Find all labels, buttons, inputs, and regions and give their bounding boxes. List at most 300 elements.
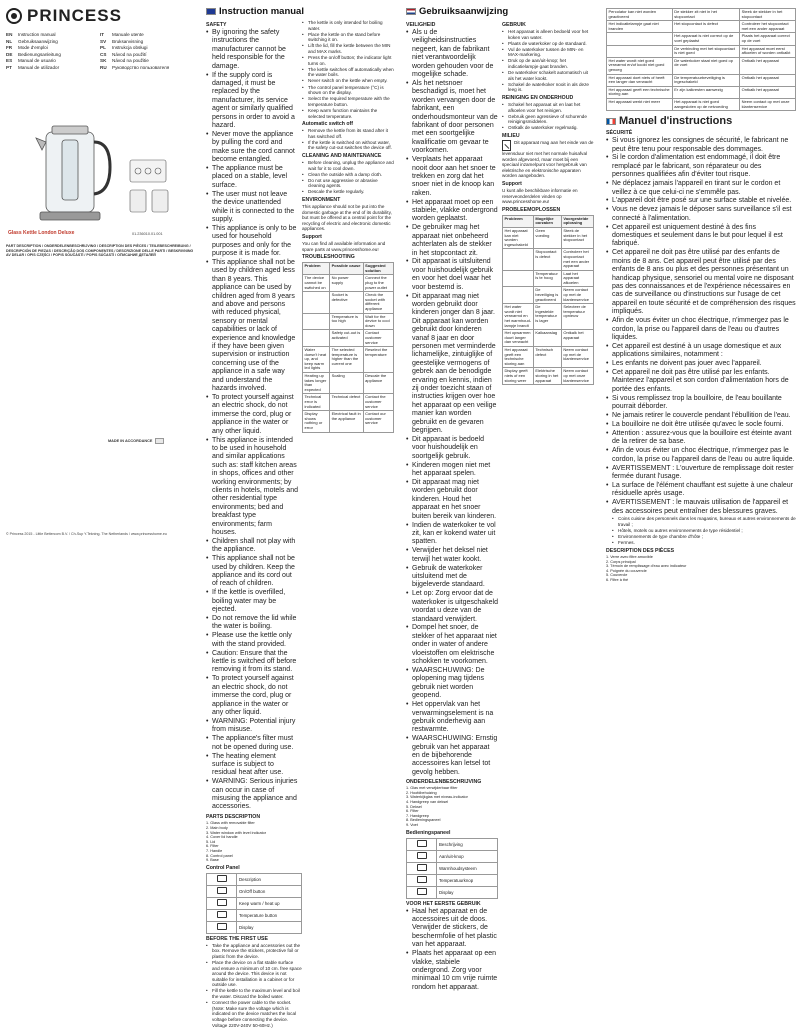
en-safety-item: • Please use the kettle only with the stand provided.	[206, 632, 298, 649]
trouble-cell: Technical error is indicated	[303, 394, 330, 411]
nl-before-item: • Haal het apparaat en de accessoires uit de doos. Verwijder de stickers, de beschermfolie of het plastic van het apparaat.	[406, 908, 498, 950]
trouble-row	[503, 330, 594, 347]
fr-safety-item: • Ne jamais retirer le couvercle pendant l'ébullition de l'eau.	[606, 412, 796, 420]
trouble-cell: Controleer het stopcontact met een ander apparaat	[740, 21, 796, 33]
en-autoswitch-title: Automatic switch off	[302, 121, 354, 128]
fr-safety-title: SÉCURITÉ	[606, 130, 633, 137]
fr-heading-text: Manuel d'instructions	[619, 115, 733, 128]
trouble-cell: Laat het apparaat afkoelen	[561, 270, 593, 287]
language-code: RU	[100, 64, 107, 70]
en-flag-icon	[206, 8, 216, 15]
control-button-icon	[217, 911, 227, 918]
en-support-title: Support	[302, 234, 322, 240]
language-code: CS	[100, 51, 107, 57]
trouble-cell	[503, 287, 534, 304]
trouble-cell: Technisch defect	[533, 347, 561, 368]
en-cleaning-title: CLEANING AND MAINTENANCE	[302, 152, 382, 159]
nl-cleaning-title: REINIGING EN ONDERHOUD	[502, 95, 574, 102]
trouble-cell: Neem contact op met onze klantenservice	[740, 98, 796, 110]
fr-parts-title: DESCRIPTION DES PIÈCES	[606, 547, 675, 554]
fr-sub-item: • Coins cuisine des personnels dans les magasins, bureaux et autres environnements de travail ;	[612, 516, 796, 527]
kettle-icon	[36, 126, 110, 220]
fr-part-item: 4. Poignée du couvercle	[606, 568, 647, 573]
en-cleaning-item: • Do not use aggressive or abrasive cleaning agents.	[302, 178, 394, 189]
en-cleaning-item: • Descale the kettle regularly.	[302, 189, 394, 195]
en-safety-item: • This appliance is intended to be used in household and similar applications such as: staff kitchen areas in shops, offices and other working environments; by clients in hotels, motels and other residential type environments; bed and breakfast type environments; farm houses.	[206, 437, 298, 538]
trouble-cell: Het opwarmen duurt langer dan verwacht	[503, 330, 534, 347]
trouble-cell: Contact the customer service	[363, 394, 393, 411]
fr-safety-item: • L'appareil doit être posé sur une surface stable et nivelée.	[606, 197, 796, 205]
control-button-icon	[417, 852, 427, 859]
trouble-cell: Het water wordt niet goed verwarmd en/of kookt niet goed genoeg	[607, 57, 673, 74]
fr-part-item: 2. Corps principal	[606, 559, 636, 564]
product-caption: Glass Kettle London Deluxe	[8, 230, 75, 236]
en-part-item: 5. Lid	[206, 839, 216, 844]
fr-safety-item: • Cet appareil ne doit pas être utilisé par des enfants de moins de 8 ans. Cet appareil peut être utilisé par des enfants de 8 ans ou plus et des personnes présentant un handicap physique, sensoriel ou mental voire ne disposant pas des connaissances et de l'expérience nécessaires en cas de surveillance ou d'instructions sur l'usage de cet appareil en toute sécurité et de compréhension des risques impliqués.	[606, 249, 796, 316]
fr-safety-item: • La bouilloire ne doit être utilisée qu'avec le socle fourni.	[606, 421, 796, 429]
en-part-item: 2. Main body	[206, 825, 228, 830]
trouble-cell: Socket is defective	[330, 292, 364, 313]
en-heading-text: Instruction manual	[219, 6, 304, 17]
en-use-item: • The control panel temperature (°C) is shown on the display.	[302, 85, 394, 96]
en-part-item: 4. Cover lid handle	[206, 835, 238, 840]
fr-safety-item: • Afin de vous éviter un choc électrique, n'immergez pas le cordon, la prise ou l'appareil dans de l'eau ou d'autres liquides.	[606, 317, 796, 342]
en-safety-item: • The appliance must be placed on a stable, level surface.	[206, 165, 298, 190]
en-use-item: • The kettle is only intended for boiling water.	[302, 20, 394, 31]
nl-env-text	[502, 140, 594, 179]
kettle-illustration	[6, 112, 194, 232]
fr-flag-icon	[606, 118, 616, 125]
trouble-cell: Er zijn kalkresten aanwezig	[672, 86, 739, 98]
en-safety-item: • If the kettle is overfilled, boiling water may be ejected.	[206, 589, 298, 614]
trouble-cell: De temperatuurbeveiliging is ingeschakeld	[672, 74, 739, 86]
trouble-cell: De stekker zit niet in het stopcontact	[672, 9, 739, 21]
language-code: IT	[100, 32, 105, 37]
nl-safety-item: • Verwijder het deksel niet terwijl het water kookt.	[406, 547, 498, 564]
nl-safety-list	[406, 29, 498, 777]
trouble-cell: Neem contact op met onze klantenservice	[561, 368, 593, 385]
nl-use-item: • Het apparaat is alleen bedoeld voor het koken van water.	[502, 29, 594, 40]
trouble-cell: Contact our customer service	[363, 411, 393, 432]
control-button-icon	[417, 888, 427, 895]
en-two-columns	[206, 20, 394, 812]
nl-safety-item: • Let op: Zorg ervoor dat de waterkoker is uitgeschakeld voordat u deze van de standaard verwijdert.	[406, 590, 498, 624]
en-safety-item: • The user must not leave the device unattended while it is connected to the supply.	[206, 191, 298, 225]
en-use-item: • Never switch on the kettle when empty.	[302, 78, 394, 84]
fr-sub-item: • Environnements de type chambre d'hôte ;	[612, 534, 796, 540]
trouble-cell: De ingestelde temperatuur is lager	[533, 304, 561, 330]
trouble-header-row	[303, 263, 394, 275]
trouble-cell: Descale the appliance	[363, 373, 393, 394]
trouble-cell: Plaats het apparaat correct op de voet	[740, 33, 796, 45]
control-panel-icon	[130, 160, 166, 182]
trouble-cell: Contact customer service	[363, 330, 393, 347]
nl-safety-item: • Het apparaat moet op een stabiele, vlakke ondergrond worden geplaatst.	[406, 199, 498, 224]
en-safety-item: • This appliance shall not be used by children. Keep the appliance and its cord out of reach of children.	[206, 555, 298, 589]
fr-safety-item: • Cet appareil est uniquement destiné à des fins domestiques et seulement dans le but pour lequel il est fabriqué.	[606, 224, 796, 249]
trouble-cell: Neem contact op met de klantenservice	[561, 287, 593, 304]
control-icon-cell	[407, 838, 437, 850]
en-safety-title: SAFETY	[206, 22, 227, 28]
trouble-cell: Technical defect	[330, 394, 364, 411]
language-item	[100, 39, 188, 46]
fr-safety-item: • Cet appareil ne doit pas être utilisé par les enfants. Maintenez l'appareil et son cordon d'alimentation hors de portée des enfants.	[606, 369, 796, 394]
control-icon-cell	[207, 921, 237, 933]
nl-part-item: 1. Glas met verwijderbaar filter	[406, 786, 458, 791]
control-icon-cell	[207, 885, 237, 897]
nl-left-col	[406, 20, 498, 993]
trouble-cell	[303, 313, 330, 330]
nl-control-table	[406, 838, 498, 899]
language-label: Bedienungsanleitung	[18, 51, 61, 57]
trouble-cell: Controleer het stopcontact met een ander apparaat	[561, 249, 593, 270]
control-row	[407, 850, 498, 862]
en-safety-item: • WARNING: Serious injuries can occur in case of misusing the appliance and accessories.	[206, 778, 298, 812]
trouble-cell: Het apparaat werkt niet meer	[607, 98, 673, 110]
en-safety-item: • Do not remove the lid while the water is boiling.	[206, 615, 298, 632]
trouble-row	[303, 373, 394, 394]
nl-two-columns	[406, 20, 594, 993]
trouble-cell: Electrical fault in the appliance	[330, 411, 364, 432]
trouble-cell	[303, 330, 330, 347]
trouble-row	[503, 249, 594, 270]
trouble-cell	[607, 45, 673, 57]
nl-use-list	[502, 29, 594, 93]
en-parts-list	[206, 821, 302, 862]
trouble-cell: Heating up takes longer than expected	[303, 373, 330, 394]
copyright: © Princess 2015 - Little Bettercom B.V. / Ch-Sup Y.Tekning. The Netherlands / www.princesshome.eu	[6, 532, 167, 536]
trouble-cell: Water doesn't heat up, and keep warm led lights	[303, 347, 330, 373]
fr-sub-item: • Fermes.	[612, 540, 796, 546]
fr-safety-item: • AVERTISSEMENT : le mauvais utilisation de l'appareil et des accessoires peut entraîner des blessures graves.	[606, 499, 796, 516]
trouble-row	[607, 33, 796, 45]
en-use-item: • The kettle switches off automatically when the water boils.	[302, 67, 394, 78]
brand	[6, 6, 194, 26]
nl-safety-item: • De gebruiker mag het apparaat niet onbeheerd achterlaten als de stekker in het stopcontact zit.	[406, 224, 498, 258]
language-label: Manual de usuario	[18, 58, 56, 64]
nl-safety-item: • Het oppervlak van het verwarmingselement is na gebruik onderhevig aan restwarmte.	[406, 701, 498, 735]
en-safety-item: • WARNING: Potential injury from misuse.	[206, 718, 298, 735]
en-use-item: • Select the required temperature with the temperature button.	[302, 96, 394, 107]
trouble-cell: Het apparaat is niet correct op de voet geplaatst	[672, 33, 739, 45]
control-row	[407, 838, 498, 850]
en-before-item: • Take the appliance and accessories out the box. Remove the stickers, protective foil or plastic from the device.	[206, 943, 302, 960]
language-item	[6, 45, 94, 52]
en-part-item: 8. Control panel	[206, 853, 233, 858]
fr-safety-item: • Si vous remplissez trop la bouilloire, de l'eau bouillante pourrait déborder.	[606, 395, 796, 412]
trouble-cell: Display shows nothing or error	[303, 411, 330, 432]
nl-support-title: Support	[502, 180, 522, 187]
control-button-icon	[417, 876, 427, 883]
language-item	[6, 58, 94, 65]
control-icon-cell	[407, 862, 437, 874]
control-button-icon	[417, 840, 427, 847]
nl-cleaning-item: • Gebruik geen agressieve of schurende reinigingsmiddelen.	[502, 114, 594, 125]
language-label: Mode d'emploi	[18, 45, 48, 51]
language-code: PL	[100, 45, 106, 51]
nl-env-title: MILIEU	[502, 133, 520, 139]
dutch-column	[400, 0, 600, 991]
language-label: Návod na použití	[112, 51, 147, 57]
nl-trouble-title: PROBLEEMOPLOSSEN	[502, 206, 561, 213]
fr-parts-list	[606, 555, 796, 583]
fr-safety-item: • Cet appareil est destiné à un usage domestique et aux applications similaires, notamment :	[606, 343, 796, 360]
nl-parts-title: ONDERDELENBESCHRIJVING	[406, 779, 482, 786]
trouble-row	[607, 74, 796, 86]
language-label: Manuale utente	[112, 32, 144, 37]
nl-parts-list	[406, 786, 498, 827]
nl-before-item: • Plaats het apparaat op een vlakke, stabiele ondergrond. Zorg voor minimaal 10 cm vrije ruimte rondom het apparaat.	[406, 950, 498, 992]
trouble-cell: Percolator kan niet worden geactiveerd	[607, 9, 673, 21]
control-label: Warmhoudsysteem	[437, 862, 498, 874]
en-before-item: • Place the device on a flat stable surface and ensure a minimum of 10 cm. free space around the device. This device is not suitable for installation in a cabinet or for outside use.	[206, 960, 302, 988]
trouble-cell	[503, 270, 534, 287]
trouble-row	[303, 347, 394, 373]
control-label: Display	[237, 921, 302, 933]
trouble-cell	[503, 249, 534, 270]
en-part-item: 1. Glass with removable filter	[206, 821, 255, 826]
nl-flag-icon	[406, 8, 416, 15]
fr-safety-item: • Vous ne devez jamais le déposer sans surveillance s'il est connecté à l'alimentation.	[606, 206, 796, 223]
nl-safety-item: • Dit apparaat is uitsluitend voor huishoudelijk gebruik en voor het doel waar het voor bestemd is.	[406, 258, 498, 292]
nl-safety-item: • Indien de waterkoker te vol zit, kan er kokend water uit spatten.	[406, 522, 498, 547]
control-icon-cell	[207, 873, 237, 885]
control-icon-cell	[407, 886, 437, 898]
nl-trouble-table	[502, 215, 594, 385]
recycle-bin-icon	[502, 140, 511, 151]
nl-cleaning-item: • Ontkalk de waterkoker regelmatig.	[502, 125, 594, 131]
nl-trouble-continued	[606, 8, 796, 111]
control-row	[207, 885, 302, 897]
trouble-cell: Wait for the device to cool down	[363, 313, 393, 330]
fr-safety-item: • Afin de vous éviter un choc électrique, n'immergez pas le cordon, la prise ou l'appareil dans de l'eau ou autre liquide.	[606, 447, 796, 464]
trouble-header: Possible cause	[330, 263, 364, 275]
fr-part-item: 6. Filtre à thé	[606, 577, 629, 582]
trouble-cell: Geen voeding	[533, 227, 561, 248]
nl-cleaning-item: • Schakel het apparaat uit en laat het afkoelen voor het reinigen.	[502, 102, 594, 113]
trouble-cell: Selecteer de temperatuur opnieuw	[561, 304, 593, 330]
language-label: Návod na použitie	[112, 58, 149, 64]
trouble-cell: Scaling	[330, 373, 364, 394]
en-cleaning-item: • Clean the outside with a damp cloth.	[302, 172, 394, 178]
trouble-row	[503, 347, 594, 368]
trouble-header: Suggested solution	[363, 263, 393, 275]
en-safety-item: • Caution: Ensure that the kettle is switched off before removing it from its stand.	[206, 650, 298, 675]
control-row	[207, 921, 302, 933]
fr-safety-item: • La surface de l'élément chauffant est sujette à une chaleur résiduelle après usage.	[606, 482, 796, 499]
fr-heading	[606, 115, 796, 127]
trouble-cell: Temperature is too high	[330, 313, 364, 330]
control-label: Aan/uit-knop	[437, 850, 498, 862]
en-use-list	[302, 20, 394, 119]
control-row	[407, 874, 498, 886]
en-safety-item: • By ignoring the safety instructions the manufacturer cannot be held responsible for the damage.	[206, 29, 298, 71]
nl-safety-item: • Dit apparaat is bedoeld voor huishoudelijk en soortgelijk gebruik.	[406, 436, 498, 461]
trouble-cell: Neem contact op met de klantenservice	[561, 347, 593, 368]
language-code: NL	[6, 38, 13, 44]
en-safety-list	[206, 29, 298, 812]
en-cleaning-list	[302, 160, 394, 195]
nl-use-item: • De waterkoker schakelt automatisch uit als het water kookt.	[502, 70, 594, 81]
trouble-cell: Kalkaanslag	[533, 330, 561, 347]
trouble-cell: Steek de stekker in het stopcontact	[740, 9, 796, 21]
trouble-cell: Het apparaat geeft een technische storing aan	[503, 347, 534, 368]
trouble-row	[503, 270, 594, 287]
nl-safety-title: VEILIGHEID	[406, 22, 436, 28]
nl-heading-text: Gebruiksaanwijzing	[419, 6, 509, 17]
nl-use-item: • Schakel de waterkoker nooit in als deze leeg is.	[502, 82, 594, 93]
trouble-row	[607, 98, 796, 110]
language-item	[100, 45, 188, 52]
control-row	[207, 873, 302, 885]
control-row	[407, 886, 498, 898]
en-safety-item: • Children shall not play with the appliance.	[206, 538, 298, 555]
nl-use-item: • Plaats de waterkoker op de standaard.	[502, 41, 594, 47]
nl-safety-item: • Als u de veiligheidsinstructies negeert, kan de fabrikant niet verantwoordelijk worden gehouden voor de mogelijke schade.	[406, 29, 498, 79]
product-model: 01.236010.01.001	[132, 232, 163, 236]
en-safety-item: • To protect yourself against an electric shock, do not immerse the cord, plug or appliance in the water or any other liquid.	[206, 394, 298, 436]
made-in-text: MADE IN ACCORDANCE	[108, 439, 153, 443]
nl-part-item: 4. Handgreep van deksel	[406, 800, 449, 805]
trouble-cell: Check the socket with different appliance	[363, 292, 393, 313]
trouble-cell: Het stopcontact is defect	[672, 21, 739, 33]
en-part-item: 6. Filter	[206, 844, 219, 849]
trouble-header-row	[503, 215, 594, 227]
fr-sub-item: • Hôtels, motels ou autres environnements de type résidentiel ;	[612, 528, 796, 534]
control-label: Display	[437, 886, 498, 898]
language-code: EN	[6, 32, 13, 37]
fr-safety-item: • Attention : assurez-vous que la bouilloire est éteinte avant de la retirer de sa base.	[606, 430, 796, 447]
en-use-item: • Press the on/off button; the indicator light turns on.	[302, 55, 394, 66]
en-safety-item: • If the supply cord is damaged, it must be replaced by the manufacturer, its service agent or similarly qualified persons in order to avoid a hazard.	[206, 72, 298, 131]
language-list-right	[100, 32, 188, 72]
trouble-cell: Het apparaat is niet goed aangesloten op de netvoeding	[672, 98, 739, 110]
control-label: On/Off button	[237, 885, 302, 897]
trouble-cell	[303, 292, 330, 313]
trouble-cell: De waterkoker staat niet goed op de voet	[672, 57, 739, 74]
nl-part-item: 8. Bedieningspaneel	[406, 818, 441, 823]
trouble-row	[303, 275, 394, 292]
en-env-text: This appliance should not be put into the domestic garbage at the end of its durability, but must be offered at a central point for the recycling of electric and electronic domestic appliances.	[302, 204, 392, 232]
control-label: Beschrijving	[437, 838, 498, 850]
fr-safety-item: • AVERTISSEMENT : L'ouverture de remplissage doit rester fermée durant l'usage.	[606, 465, 796, 482]
trouble-cell: Steek de stekker in het stopcontact	[561, 227, 593, 248]
trouble-cell: De beveiliging is geactiveerd	[533, 287, 561, 304]
nl-control-title: Bedieningspaneel	[406, 829, 451, 836]
control-label: Description	[237, 873, 302, 885]
en-use-item: • Lift the lid, fill the kettle between the MIN and MAX marks.	[302, 43, 394, 54]
trouble-header: Voorgestelde oplossing	[561, 215, 593, 227]
en-autoswitch-item: • If the kettle is switched on without water, the safety cut-out switches the device off.	[302, 140, 394, 151]
trouble-cell: The selected temperature is higher than the current one	[330, 347, 364, 373]
nl-support-text: U kunt alle beschikbare informatie en reserveonderdelen vinden op www.princesshome.eu!	[502, 187, 578, 205]
trouble-cell: Elektrische storing in het apparaat	[533, 368, 561, 385]
trouble-row	[303, 313, 394, 330]
control-button-icon	[217, 923, 227, 930]
french-column	[600, 0, 802, 582]
language-item	[6, 32, 94, 39]
en-right-col	[302, 20, 394, 812]
fr-safety-list	[606, 137, 796, 516]
control-button-icon	[217, 899, 227, 906]
en-control-table	[206, 873, 302, 934]
nl-safety-item: • Dompel het snoer, de stekker of het apparaat niet onder in water of andere vloeistoffen om elektrische schokken te voorkomen.	[406, 624, 498, 666]
en-part-item: 3. Water window with level indicator	[206, 830, 267, 835]
en-control-title: Control Panel	[206, 864, 240, 871]
language-code: FR	[6, 45, 13, 51]
nl-part-item: 5. Deksel	[406, 804, 422, 809]
trouble-cell: Het apparaat geeft een technische storing aan	[607, 86, 673, 98]
nl-safety-item: • Gebruik de waterkoker uitsluitend met de bijgeleverde standaard.	[406, 565, 498, 590]
language-code: DE	[6, 51, 13, 57]
made-in-note	[108, 438, 164, 444]
trouble-row	[607, 9, 796, 21]
trouble-header: Probleem	[503, 215, 534, 227]
control-button-icon	[417, 864, 427, 871]
language-item	[100, 52, 188, 59]
fr-part-item: 3. Témoin de remplissage d'eau avec indicateur	[606, 564, 687, 569]
brand-logo-icon	[6, 8, 22, 24]
trouble-cell: Het apparaat doet niets of heeft een langer dan verwacht	[607, 74, 673, 86]
trouble-cell: Reselect the temperature	[363, 347, 393, 373]
trouble-cell: Temperatuur is te hoog	[533, 270, 561, 287]
en-before-title: BEFORE THE FIRST USE	[206, 935, 268, 942]
trouble-cell: Connect the plug to the power outlet	[363, 275, 393, 292]
nl-part-item: 7. Handgreep	[406, 813, 430, 818]
control-icon-cell	[407, 850, 437, 862]
control-label: Temperature button	[237, 909, 302, 921]
language-item	[6, 39, 94, 46]
trouble-cell: Ontkalk het apparaat	[740, 57, 796, 74]
nl-safety-item: • Dit apparaat mag niet worden gebruikt door kinderen. Houd het apparaat en het snoer buiten bereik van kinderen.	[406, 479, 498, 521]
nl-part-item: 2. Hoofdbehuizing	[406, 790, 437, 795]
fr-safety-item: • Les enfants ne doivent pas jouer avec l'appareil.	[606, 360, 796, 368]
nl-use-item: • Vul de waterkoker tussen de MIN- en MAX-markering.	[502, 47, 594, 58]
control-icon-cell	[207, 909, 237, 921]
cover-column	[0, 0, 200, 575]
en-safety-item: • The heating element surface is subject to residual heat after use.	[206, 753, 298, 778]
trouble-row	[607, 45, 796, 57]
control-icon-cell	[407, 874, 437, 886]
nl-safety-item: • Als het netsnoer beschadigd is, moet het worden vervangen door de fabrikant, een onderhoudsmonteur van de fabrikant of door personen met een soortgelijke kwalificatie om gevaar te voorkomen.	[406, 80, 498, 156]
fr-safety-item: • Ne déplacez jamais l'appareil en tirant sur le cordon et veillez à ce que celui-ci ne s'emmêle pas.	[606, 180, 796, 197]
trouble-cell: De verbinding met het stopcontact is niet goed	[672, 45, 739, 57]
trouble-cell: No power supply	[330, 275, 364, 292]
nl-part-item: 3. Waterkijkglas met niveau-indicator	[406, 795, 468, 800]
nl-part-item: 9. Voet	[406, 823, 418, 827]
control-label: Temperatuurknop	[437, 874, 498, 886]
language-list-left	[6, 32, 94, 72]
control-row	[207, 897, 302, 909]
language-label: Руководство пользователя	[112, 64, 170, 70]
nl-use-item: • Druk op de aan/uit-knop; het indicatielampje gaat branden.	[502, 58, 594, 69]
nl-cleaning-list	[502, 102, 594, 131]
en-safety-item: • The appliance's filter must not be opened during use.	[206, 735, 298, 752]
en-safety-item: • Never move the appliance by pulling the cord and make sure the cord cannot become entangled.	[206, 131, 298, 165]
en-before-item: • Connect the power cable to the socket. (Note: Make sure the voltage which is indicated on the device matches the local voltage before connecting the device. Voltage 220V-240V 50-60Hz.)	[206, 1000, 302, 1028]
trouble-cell: Het water wordt niet verwarmd en het warmhoud-lampje brandt	[503, 304, 534, 330]
en-support-text: You can find all available information and spare parts at www.princesshome.eu!	[302, 241, 386, 252]
trouble-row	[503, 287, 594, 304]
language-item	[6, 52, 94, 59]
en-lower	[206, 814, 302, 1028]
trouble-cell: Safety cut-out is activated	[330, 330, 364, 347]
fr-part-item: 1. Verre avec filtre amovible	[606, 554, 653, 559]
trouble-row	[607, 86, 796, 98]
fr-body	[606, 130, 796, 516]
en-safety-item: • This appliance is only to be used for household purposes and only for the purpose it is made for.	[206, 225, 298, 259]
nl-right-col	[502, 20, 594, 993]
